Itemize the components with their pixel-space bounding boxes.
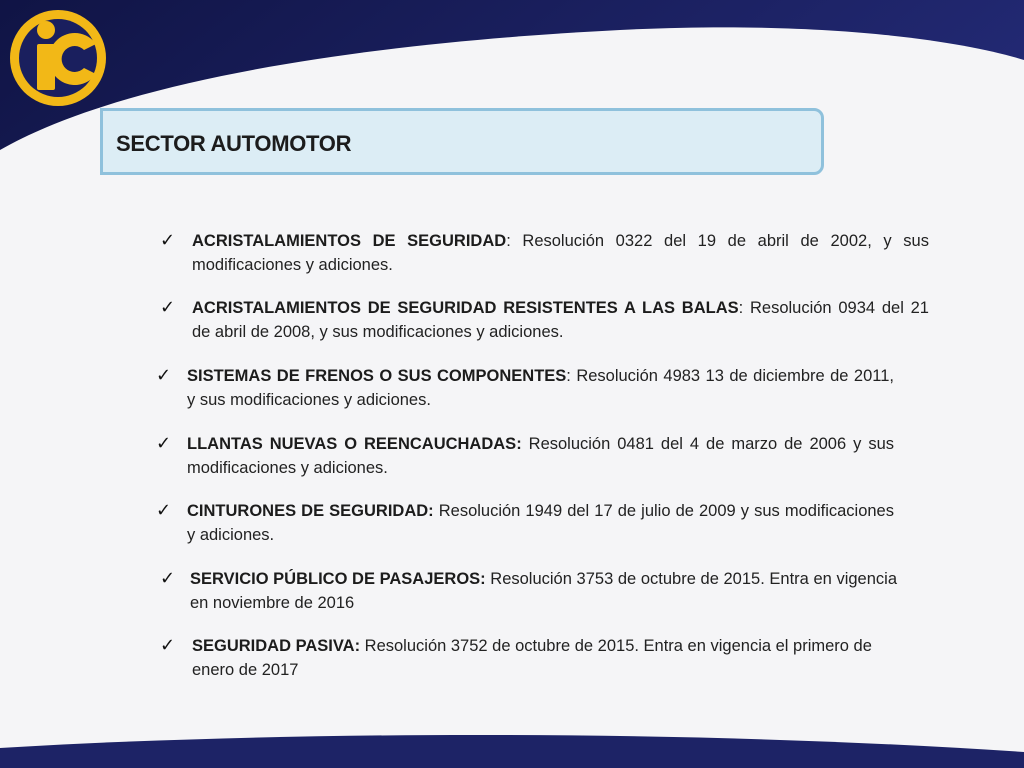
page-title: SECTOR AUTOMOTOR [116, 131, 352, 156]
item-title: SISTEMAS DE FRENOS O SUS COMPONENTES [187, 367, 567, 385]
checkmark-icon: ✓ [160, 230, 176, 251]
item-title: SERVICIO PÚBLICO DE PASAJEROS: [190, 570, 486, 588]
item-text: : Resolución 0322 del 19 de abril de 2002, y sus modificaciones y adiciones. [192, 232, 929, 274]
item-text: Resolución 1949 del 17 de julio de 2009 y sus modificaciones y adiciones. [187, 502, 894, 544]
checkmark-icon: ✓ [156, 365, 172, 386]
item-text: Resolución 3752 de octubre de 2015. Entra en vigencia el primero de enero de 2017 [192, 637, 872, 679]
item-title: CINTURONES DE SEGURIDAD: [187, 502, 434, 520]
item-text: : Resolución 0934 del 21 de abril de 2008, y sus modificaciones y adiciones. [192, 299, 929, 341]
item-title: LLANTAS NUEVAS O REENCAUCHADAS: [187, 435, 522, 453]
checkmark-icon: ✓ [160, 568, 176, 589]
checkmark-icon: ✓ [156, 500, 172, 521]
ic-logo-icon [8, 8, 108, 108]
item-title: ACRISTALAMIENTOS DE SEGURIDAD RESISTENTES A LAS BALAS [192, 299, 739, 317]
title-box [100, 108, 824, 175]
item-title: ACRISTALAMIENTOS DE SEGURIDAD [192, 232, 507, 250]
item-text: Resolución 0481 del 4 de marzo de 2006 y sus modificaciones y adiciones. [187, 435, 894, 477]
item-title: SEGURIDAD PASIVA: [192, 637, 361, 655]
checkmark-icon: ✓ [160, 635, 176, 656]
checkmark-icon: ✓ [156, 433, 172, 454]
item-text: : Resolución 4983 13 de diciembre de 2011, y sus modificaciones y adiciones. [187, 367, 894, 409]
item-text: Resolución 3753 de octubre de 2015. Entra en vigencia en noviembre de 2016 [190, 570, 897, 612]
checkmark-icon: ✓ [160, 297, 176, 318]
